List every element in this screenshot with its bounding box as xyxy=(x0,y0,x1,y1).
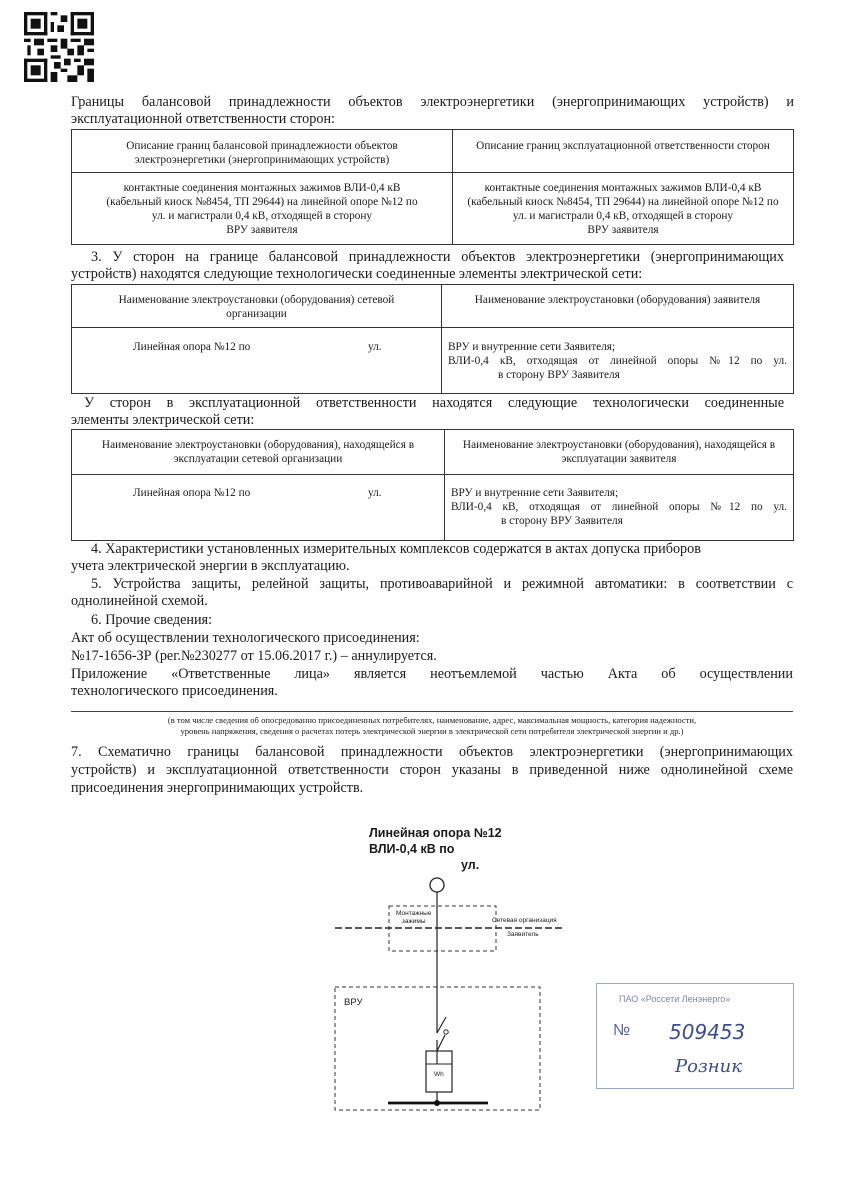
section3-table-col2-header: Наименование электроустановки (оборудования) заявителя xyxy=(442,285,794,328)
section6-line3: Приложение «Ответственные лица» является неотъемлемой частью Акта об осуществлении xyxy=(71,666,793,682)
meter-label: Wh xyxy=(434,1071,444,1078)
registration-stamp: ПАО «Россети Ленэнерго» № 509453 Розник xyxy=(596,983,794,1089)
pole-icon xyxy=(430,878,444,892)
section4-line2: учета электрической энергии в эксплуатацию. xyxy=(71,558,350,574)
clamps-label: Монтажные зажимы xyxy=(396,910,432,925)
section3-line2: устройств) находятся следующие технологически соединенные элементы электрической сети: xyxy=(71,266,643,282)
section7-line3: присоединения энергопринимающих устройств. xyxy=(71,780,364,796)
exploitation-table-col2-header: Наименование электроустановки (оборудования), находящейся в эксплуатации заявителя xyxy=(445,430,794,475)
boundaries-table-col2-header: Описание границ эксплуатационной ответственности сторон xyxy=(453,130,794,173)
applicant-label: Заявитель xyxy=(507,931,539,938)
single-line-diagram xyxy=(330,870,570,1115)
footnote-divider xyxy=(71,711,793,712)
diagram-title: Линейная опора №12 ВЛИ-0,4 кВ по ул. xyxy=(369,826,502,872)
section3-table-left-cell: Линейная опора №12 по ул. xyxy=(72,328,442,394)
section5-line2: однолинейной схемой. xyxy=(71,593,208,609)
exploitation-table-left-cell: Линейная опора №12 по ул. xyxy=(72,475,445,541)
boundaries-table-cell-balance: контактные соединения монтажных зажимов ВЛИ-0,4 кВ (кабельный киоск №8454, ТП 29644) на линейной опоре №12 по ул. и магистрали 0,4 кВ, отходящей в сторону ВРУ заявителя xyxy=(72,173,453,245)
section3-table-col1-header: Наименование электроустановки (оборудования) сетевой организации xyxy=(72,285,442,328)
section4-line1: 4. Характеристики установленных измерительных комплексов содержатся в актах допуска приборов xyxy=(91,541,701,557)
breaker-icon xyxy=(437,1035,445,1051)
exploitation-line2: элементы электрической сети: xyxy=(71,412,255,428)
section6-line4: технологического присоединения. xyxy=(71,683,278,699)
vru-label: ВРУ xyxy=(344,997,363,1008)
grid-org-label: Сетевая организация xyxy=(492,917,557,924)
boundaries-table-col1-header: Описание границ балансовой принадлежности объектов электроэнергетики (энергопринимающих устройств) xyxy=(72,130,453,173)
boundaries-table-cell-exploitation: контактные соединения монтажных зажимов ВЛИ-0,4 кВ (кабельный киоск №8454, ТП 29644) на линейной опоре №12 по ул. и магистрали 0,4 кВ, отходящей в сторону ВРУ заявителя xyxy=(453,173,794,245)
boundaries-heading-line2: эксплуатационной ответственности сторон: xyxy=(71,111,335,127)
section7-line1: 7. Схематично границы балансовой принадлежности объектов электроэнергетики (энергопринимающих xyxy=(71,744,793,760)
section3-table xyxy=(71,284,794,394)
exploitation-table-col1-header: Наименование электроустановки (оборудования), находящейся в эксплуатации сетевой организации xyxy=(72,430,445,475)
boundaries-table xyxy=(71,129,794,245)
section3-line1: 3. У сторон на границе балансовой принадлежности объектов электроэнергетики (энергопринимающих xyxy=(91,249,784,265)
section6-title: 6. Прочие сведения: xyxy=(91,612,213,628)
footnote: (в том числе сведения об опосредованно присоединенных потребителях, наименование, адрес, максимальная мощность, категория надежности, уровень напряжения, сведения о расчетах потерь электрической энергии в электрической сети потребителя электрической энергии и др.) xyxy=(167,715,697,736)
section7-line2: устройств) и эксплуатационной ответственности сторон указаны в приведенной ниже однолинейной схеме xyxy=(71,762,793,778)
boundaries-heading-line1: Границы балансовой принадлежности объектов электроэнергетики (энергопринимающих устройств) и xyxy=(71,94,794,110)
section6-line1: Акт об осуществлении технологического присоединения: xyxy=(71,630,420,646)
section5-line1: 5. Устройства защиты, релейной защиты, противоаварийной и режимной автоматики: в соответствии с xyxy=(91,576,793,592)
section3-table-right-cell: ВРУ и внутренние сети Заявителя; ВЛИ-0,4 кВ, отходящая от линейной опоры №12 по ул. в сторону ВРУ Заявителя xyxy=(442,328,794,394)
exploitation-table xyxy=(71,429,794,541)
qr-code-icon xyxy=(24,12,94,82)
exploitation-line1: У сторон в эксплуатационной ответственности находятся следующие технологически соединенные xyxy=(84,395,784,411)
section6-line2: №17-1656-ЗР (рег.№230277 от 15.06.2017 г.) – аннулируется. xyxy=(71,648,437,664)
exploitation-table-right-cell: ВРУ и внутренние сети Заявителя; ВЛИ-0,4 кВ, отходящая от линейной опоры №12 по ул. в сторону ВРУ Заявителя xyxy=(445,475,794,541)
